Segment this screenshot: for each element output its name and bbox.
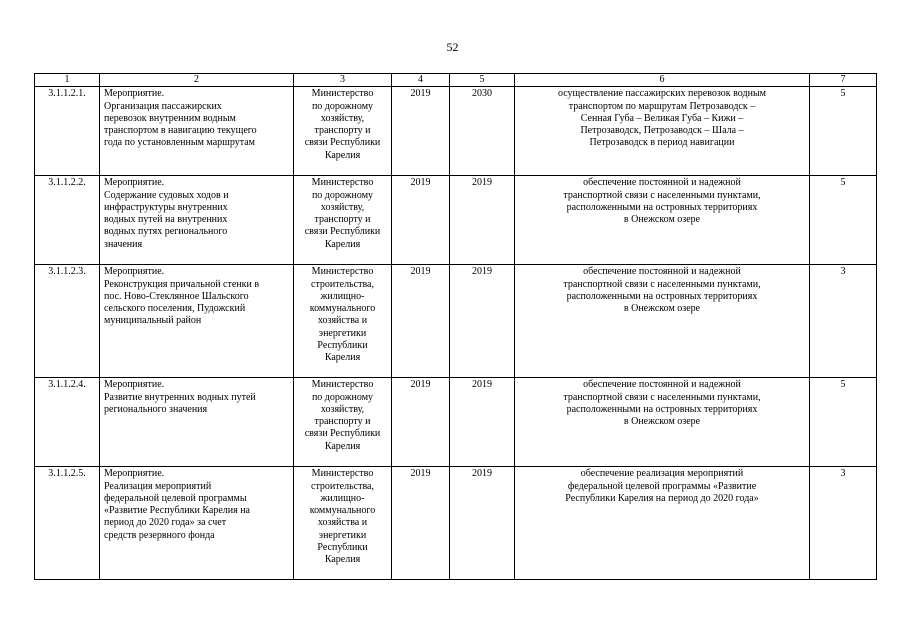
end-year: 2019 (450, 467, 515, 580)
measure-code: 3.1.1.2.4. (35, 378, 100, 467)
measure-name: Мероприятие. Реализация мероприятий федеральной целевой программы «Развитие Республики Карелия на период до 2020 года» за счет средств резервного фонда (100, 467, 294, 580)
measure-executor: Министерство по дорожному хозяйству, транспорту и связи Республики Карелия (294, 378, 392, 467)
end-year: 2030 (450, 87, 515, 176)
table-row (35, 87, 877, 176)
start-year: 2019 (392, 467, 450, 580)
indicator-ref: 3 (810, 265, 877, 378)
indicator-ref: 5 (810, 378, 877, 467)
table-row (35, 378, 877, 467)
expected-result: обеспечение постоянной и надежной транспортной связи с населенными пунктами, расположенными на островных территориях в Онежском озере (515, 378, 810, 467)
measure-name: Мероприятие. Реконструкция причальной стенки в пос. Ново-Стеклянное Шальского сельского поселения, Пудожский муниципальный район (100, 265, 294, 378)
start-year: 2019 (392, 176, 450, 265)
start-year: 2019 (392, 265, 450, 378)
end-year: 2019 (450, 265, 515, 378)
column-header-6: 6 (515, 74, 810, 87)
indicator-ref: 5 (810, 87, 877, 176)
column-header-3: 3 (294, 74, 392, 87)
table-row (35, 467, 877, 580)
measures-table (34, 73, 877, 580)
start-year: 2019 (392, 378, 450, 467)
start-year: 2019 (392, 87, 450, 176)
column-header-1: 1 (35, 74, 100, 87)
indicator-ref: 5 (810, 176, 877, 265)
expected-result: обеспечение постоянной и надежной транспортной связи с населенными пунктами, расположенными на островных территориях в Онежском озере (515, 265, 810, 378)
expected-result: обеспечение постоянной и надежной транспортной связи с населенными пунктами, расположенными на островных территориях в Онежском озере (515, 176, 810, 265)
measure-code: 3.1.1.2.1. (35, 87, 100, 176)
measure-name: Мероприятие. Развитие внутренних водных путей регионального значения (100, 378, 294, 467)
column-header-2: 2 (100, 74, 294, 87)
measure-executor: Министерство строительства, жилищно- коммунального хозяйства и энергетики Республики Карелия (294, 265, 392, 378)
expected-result: осуществление пассажирских перевозок водным транспортом по маршрутам Петрозаводск – Сенная Губа – Великая Губа – Кижи – Петрозаводск, Петрозаводск – Шала – Петрозаводск в период навигации (515, 87, 810, 176)
table-row (35, 265, 877, 378)
measure-code: 3.1.1.2.3. (35, 265, 100, 378)
column-header-4: 4 (392, 74, 450, 87)
measure-code: 3.1.1.2.5. (35, 467, 100, 580)
measure-name: Мероприятие. Содержание судовых ходов и инфраструктуры внутренних водных путей на внутренних водных путях регионального значения (100, 176, 294, 265)
measure-code: 3.1.1.2.2. (35, 176, 100, 265)
column-number-row (35, 74, 877, 87)
indicator-ref: 3 (810, 467, 877, 580)
end-year: 2019 (450, 378, 515, 467)
page-number: 52 (446, 40, 459, 54)
column-header-7: 7 (810, 74, 877, 87)
table-row (35, 176, 877, 265)
expected-result: обеспечение реализация мероприятий федеральной целевой программы «Развитие Республики Карелия на период до 2020 года» (515, 467, 810, 580)
measure-executor: Министерство по дорожному хозяйству, транспорту и связи Республики Карелия (294, 87, 392, 176)
end-year: 2019 (450, 176, 515, 265)
column-header-5: 5 (450, 74, 515, 87)
measure-executor: Министерство строительства, жилищно- коммунального хозяйства и энергетики Республики Карелия (294, 467, 392, 580)
measure-executor: Министерство по дорожному хозяйству, транспорту и связи Республики Карелия (294, 176, 392, 265)
measure-name: Мероприятие. Организация пассажирских перевозок внутренним водным транспортом в навигацию текущего года по установленным маршрутам (100, 87, 294, 176)
